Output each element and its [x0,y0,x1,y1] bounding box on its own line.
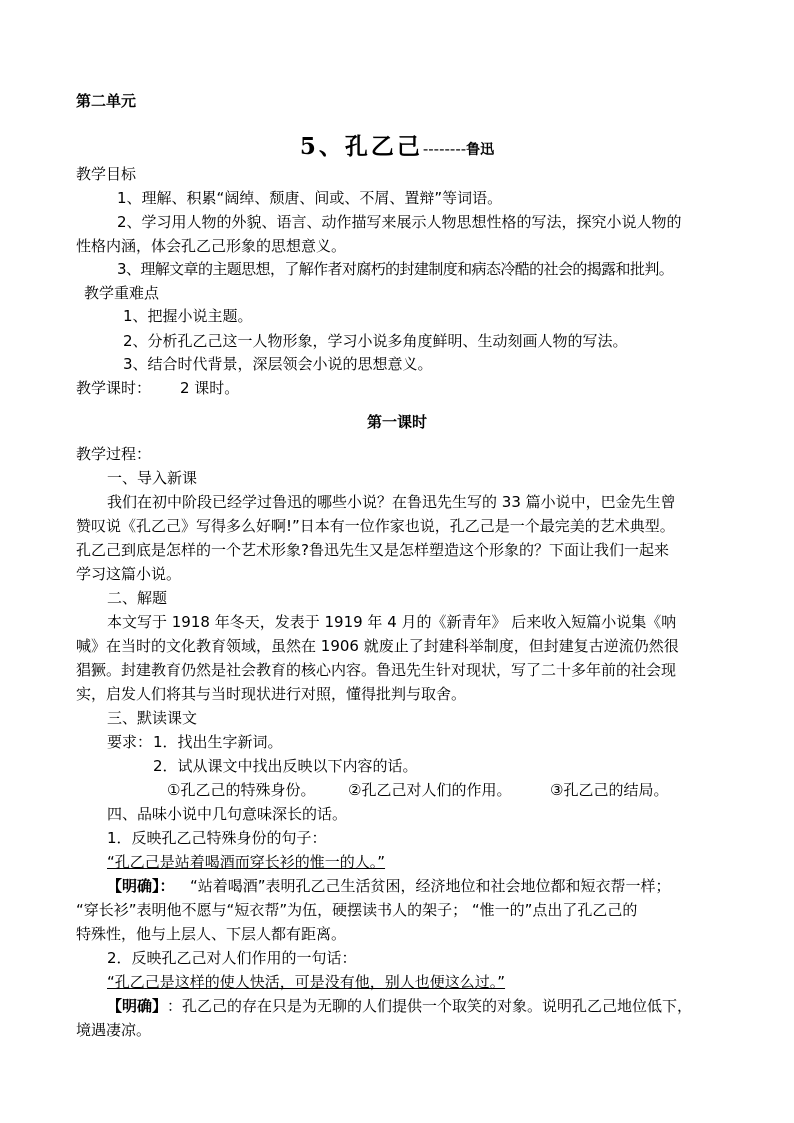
paragraph-line: 特殊性，他与上层人、下层人都有距离。 [76,925,347,943]
goals-heading: 教学目标 [76,165,137,183]
section-heading: 一、导入新课 [107,469,198,487]
goal-item: 2、学习用人物的外貌、语言、动作描写来展示人物思想性格的写法，探究小说人物的 [117,213,682,231]
paragraph-line: 学习这篇小说。 [76,565,182,583]
question-heading: 2．反映孔乙己对人们作用的一句话： [107,949,357,967]
document-title [0,128,794,161]
requirement-item: 1．找出生字新词。 [153,733,283,751]
clarify-label: 【明确】： [107,877,175,895]
paragraph-line: 赞叹说《孔乙己》写得多么好啊!”日本有一位作家也说，孔乙己是一个最完美的艺术典型。 [76,517,675,535]
paragraph-line: 我们在初中阶段已经学过鲁迅的哪些小说？在鲁迅先生写的 33 篇小说中，巴金先生曾 [107,493,676,511]
section-heading: 三、默读课文 [107,709,198,727]
unit-heading: 第二单元 [76,92,137,110]
paragraph-line: 境遇凄凉。 [76,1021,152,1039]
process-heading: 教学过程： [76,445,152,463]
section-heading: 二、解题 [107,589,168,607]
option-item: ②孔乙己对人们的作用。 [348,781,512,799]
goal-item: 1、理解、积累“阔绰、颓唐、间或、不屑、置辩”等词语。 [117,189,503,207]
paragraph-line: ：孔乙己的存在只是为无聊的人们提供一个取笑的对象。说明孔乙己地位低下， [167,997,693,1015]
title-main: 5、孔乙己 [299,133,423,160]
hours-value: 2 课时。 [180,379,240,397]
key-points-heading: 教学重难点 [84,284,160,302]
clarify-label: 【明确】 [107,997,168,1015]
key-point-item: 1、把握小说主题。 [123,307,253,325]
quote-line: “孔乙己是站着喝酒而穿长衫的惟一的人。” [107,853,386,871]
title-dash: -------- [422,140,467,158]
paragraph-line: “站着喝酒”表明孔乙己生活贫困，经济地位和社会地位都和短衣帮一样； [190,877,671,895]
goal-item: 3、理解文章的主题思想，了解作者对腐朽的封建制度和病态冷酷的社会的揭露和批判。 [117,260,674,278]
goal-item: 性格内涵，体会孔乙己形象的思想意义。 [76,237,347,255]
key-point-item: 2、分析孔乙己这一人物形象，学习小说多角度鲜明、生动刻画人物的写法。 [123,332,628,350]
section-heading: 四、品味小说中几句意味深长的话。 [107,805,348,823]
option-item: ③孔乙己的结局。 [550,781,669,799]
paragraph-line: 孔乙己到底是怎样的一个艺术形象?鲁迅先生又是怎样塑造这个形象的？下面让我们一起来 [76,541,669,559]
key-point-item: 3、结合时代背景，深层领会小说的思想意义。 [123,355,433,373]
requirement-label: 要求： [107,733,153,751]
quote-line: “孔乙己是这样的使人快活，可是没有他，别人也便这么过。” [107,973,506,991]
title-author: 鲁迅 [466,142,495,158]
paragraph-line: 实，启发人们将其与当时现状进行对照，懂得批判与取舍。 [76,685,467,703]
question-heading: 1．反映孔乙己特殊身份的句子： [107,829,327,847]
paragraph-line: 喊》在当时的文化教育领域，虽然在 1906 就废止了封建科举制度，但封建复古逆流仍然很 [76,637,679,655]
hours-label: 教学课时： [76,379,152,397]
requirement-item: 2．试从课文中找出反映以下内容的话。 [153,757,418,775]
paragraph-line: 本文写于 1918 年冬天，发表于 1919 年 4 月的《新青年》 后来收入短篇小说集《呐 [107,613,677,631]
option-item: ①孔乙己的特殊身份。 [167,781,316,799]
paragraph-line: “穿长衫”表明他不愿与“短衣帮”为伍，硬摆读书人的架子； “惟一的”点出了孔乙己的 [76,901,638,919]
paragraph-line: 猖獗。封建教育仍然是社会教育的核心内容。鲁迅先生针对现状，写了二十多年前的社会现 [76,661,677,679]
lesson-title: 第一课时 [366,413,427,431]
